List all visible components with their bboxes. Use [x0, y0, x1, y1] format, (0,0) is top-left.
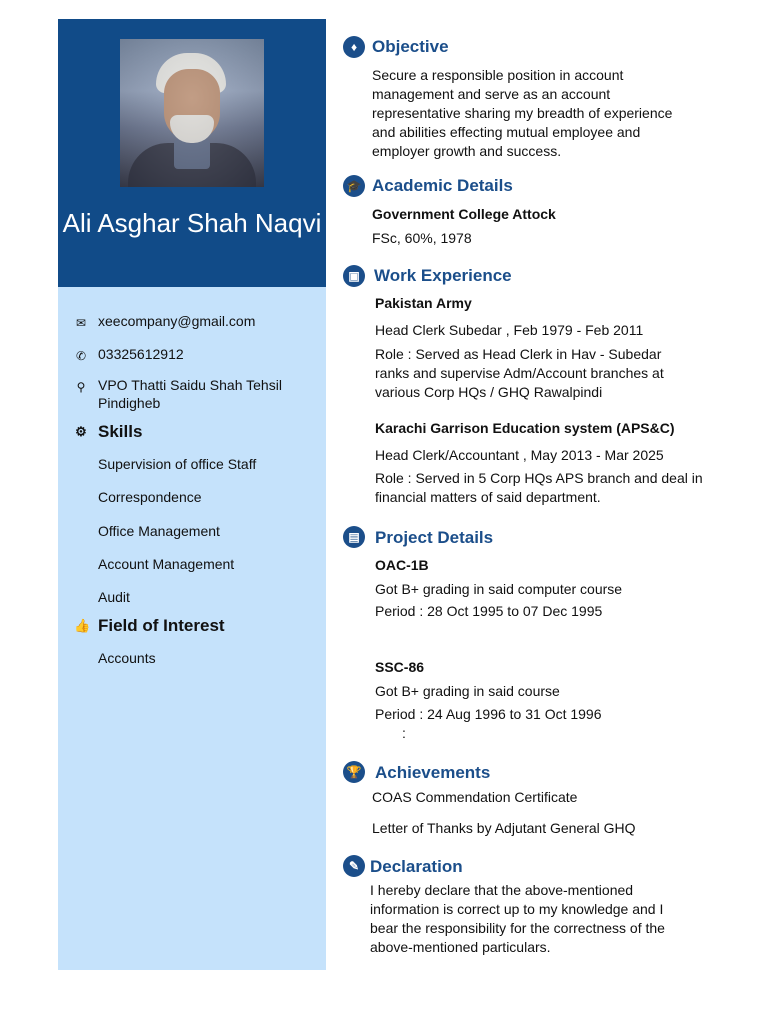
job-role: Role : Served in 5 Corp HQs APS branch and deal in financial matters of said department. — [375, 470, 703, 505]
project-name: OAC-1B — [375, 557, 429, 573]
tie-icon: ♦ — [343, 36, 365, 58]
project-grade: Got B+ grading in said course — [375, 683, 560, 699]
phone-text: 03325612912 — [98, 346, 184, 362]
clipboard-icon: ▤ — [343, 526, 365, 548]
thumbs-up-icon: 👍 — [74, 618, 91, 633]
trophy-icon: 🏆 — [343, 761, 365, 783]
address-text: VPO Thatti Saidu Shah Tehsil Pindigheb — [98, 377, 282, 411]
objective-text: Secure a responsible position in account management and serve as an account representative sharing my breadth of experience and abilities effecting mutual employee and employer growth and success. — [372, 67, 673, 159]
skill-item: Account Management — [98, 556, 235, 572]
interest-item: Accounts — [98, 650, 156, 666]
stray-colon: : — [402, 725, 406, 741]
envelope-icon: ✉ — [75, 316, 87, 330]
map-pin-icon: ⚲ — [76, 380, 86, 394]
achievement-item: COAS Commendation Certificate — [372, 789, 578, 805]
sidebar: Ali Asghar Shah Naqvi ✉ xeecompany@gmail.com ✆ 03325612912 ⚲ VPO Thatti Saidu Shah Tehsil Pindigheb ⚙ Skills Supervision of office Staff Correspondence Office Management Account Management Audit 👍 Field of Interest Accounts — [58, 19, 326, 970]
achievement-item: Letter of Thanks by Adjutant General GHQ — [372, 820, 636, 836]
pencil-icon: ✎ — [343, 855, 365, 877]
briefcase-icon: ▣ — [343, 265, 365, 287]
academic-institution: Government College Attock — [372, 206, 556, 222]
email-text: xeecompany@gmail.com — [98, 313, 256, 329]
skill-item: Audit — [98, 589, 130, 605]
job-position: Head Clerk Subedar , Feb 1979 - Feb 2011 — [375, 322, 644, 338]
job-org: Karachi Garrison Education system (APS&C) — [375, 420, 675, 436]
project-period: Period : 24 Aug 1996 to 31 Oct 1996 — [375, 706, 602, 722]
declaration-heading: Declaration — [370, 857, 463, 876]
job-org: Pakistan Army — [375, 295, 472, 311]
projects-heading: Project Details — [375, 528, 494, 547]
achievements-heading: Achievements — [375, 763, 491, 782]
project-name: SSC-86 — [375, 659, 425, 675]
academic-heading: Academic Details — [372, 176, 513, 195]
declaration-text: I hereby declare that the above-mentioned information is correct up to my knowledge and I bear the responsibility for the correctness of the above-mentioned particulars. — [370, 882, 665, 955]
candidate-name: Ali Asghar Shah Naqvi — [62, 208, 322, 238]
project-grade: Got B+ grading in said computer course — [375, 581, 623, 597]
skill-item: Supervision of office Staff — [98, 456, 257, 472]
skill-item: Correspondence — [98, 489, 202, 505]
academic-detail: FSc, 60%, 1978 — [372, 230, 472, 246]
skill-item: Office Management — [98, 523, 220, 539]
objective-heading: Objective — [372, 37, 449, 56]
phone-icon: ✆ — [75, 349, 87, 363]
job-position: Head Clerk/Accountant , May 2013 - Mar 2025 — [375, 447, 664, 463]
work-heading: Work Experience — [374, 266, 512, 285]
job-role: Role : Served as Head Clerk in Hav - Subedar ranks and supervise Adm/Account branches at various Corp HQs / GHQ Rawalpindi — [375, 346, 664, 400]
graduation-cap-icon: 🎓 — [343, 175, 365, 197]
project-period: Period : 28 Oct 1995 to 07 Dec 1995 — [375, 603, 603, 619]
gear-icon: ⚙ — [75, 424, 87, 439]
